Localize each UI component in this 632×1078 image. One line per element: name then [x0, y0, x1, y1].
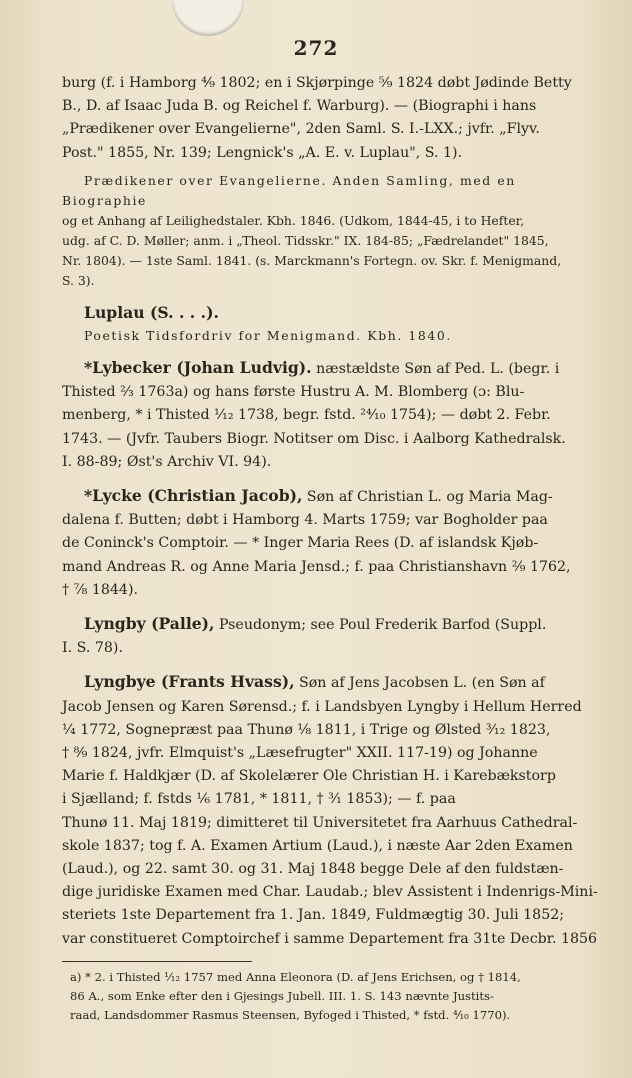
bibliography-entry: Poetisk Tidsfordriv for Menigmand. Kbh. 1840.: [84, 328, 452, 344]
entry-lyngby: Lyngby (Palle), Pseudonym; see Poul Frederik Barfod (Suppl. I. S. 78).: [62, 614, 547, 657]
entry-continuation: burg (f. i Hamborg ⁴⁄₉ 1802; en i Skjørpinge ⁵⁄₉ 1824 døbt Jødinde Betty B., D. af Isaac Juda B. og Reichel f. Warburg). — (Biographi i hans „Prædikener over Evangelierne", 2den Saml. S. I.-LXX.; jvfr. „Flyv. Post." 1855, Nr. 139; Lengnick's „A. E. v. Luplau", S. 1).: [62, 75, 572, 161]
entry-lycke: *Lycke (Christian Jacob), Søn af Christian L. og Maria Mag- dalena f. Butten; døbt i Hamborg 4. Marts 1759; var Bogholder paa de Coninck's Comptoir. — * Inger Maria Rees (D. af islandsk Kjøb- mand Andreas R. og Anne Maria Jensd.; f. paa Christianshavn ²⁄₉ 1762, † ⁷⁄₈ 1844).: [62, 486, 571, 598]
page-notch: [172, 0, 244, 36]
footnote: a) * 2. i Thisted ¹⁄₁₂ 1757 med Anna Eleonora (D. af Jens Erichsen, og † 1814, 86 A., som Enke efter den i Gjesings Jubell. III. 1. S. 143 nævnte Justits- raad, Landsdommer Rasmus Steensen, Byfoged i Thisted, * fstd. ⁴⁄₁₀ 1770).: [70, 969, 521, 1022]
page-number: 272: [293, 36, 339, 60]
bibliography-entry: Prædikener over Evangelierne. Anden Samling, med en Biographie og et Anhang af Leilighedstaler. Kbh. 1846. (Udkom, 1844-45, i to Hefter, udg. af C. D. Møller; anm. i „Theol. Tidsskr." IX. 184-85; „Fædrelandet" 1845, Nr. 1804). — 1ste Saml. 1841. (s. Marckmann's Fortegn. ov. Skr. f. Menigmand, S. 3).: [62, 172, 562, 288]
entry-headword: Luplau (S. . . .).: [84, 302, 219, 322]
footnote-rule: [62, 961, 252, 962]
page-content: [62, 72, 602, 1025]
entry-lyngbye: Lyngbye (Frants Hvass), Søn af Jens Jacobsen L. (en Søn af Jacob Jensen og Karen Sørensd.; f. i Landsbyen Lyngby i Hellum Herred ¹⁄₄ 1772, Sognepræst paa Thunø ¹⁄₈ 1811, i Trige og Ølsted ³⁄₁₂ 1823, † ⁸⁄₉ 1824, jvfr. Elmquist's „Læsefrugter" XXII. 117-19) og Johanne Marie f. Haldkjær (D. af Skolelærer Ole Christian H. i Karebækstorp i Sjælland; f. fstds ¹⁄₆ 1781, * 1811, † ³⁄₁ 1853); — f. paa Thunø 11. Maj 1819; dimitteret til Universitetet fra Aarhuus Cathedral- skole 1837; tog f. A. Examen Artium (Laud.), i næste Aar 2den Examen (Laud.), og 22. samt 30. og 31. Maj 1848 begge Dele af den fuldstæn- dige juridiske Examen med Char. Laudab.; blev Assistent i Indenrigs-Mini- steriets 1ste Departement fra 1. Jan. 1849, Fuldmægtig 30. Juli 1852; var constitueret Comptoirchef i samme Departement fra 31te Decbr. 1856: [62, 672, 598, 947]
entry-lybecker: *Lybecker (Johan Ludvig). næstældste Søn af Ped. L. (begr. i Thisted ²⁄₃ 1763a) og hans første Hustru A. M. Blomberg (ɔ: Blu- menberg, * i Thisted ¹⁄₁₂ 1738, begr. fstd. ²⁴⁄₁₀ 1754); — døbt 2. Febr. 1743. — (Jvfr. Taubers Biogr. Notitser om Disc. i Aalborg Kathedralsk. I. 88-89; Øst's Archiv VI. 94).: [62, 358, 566, 470]
